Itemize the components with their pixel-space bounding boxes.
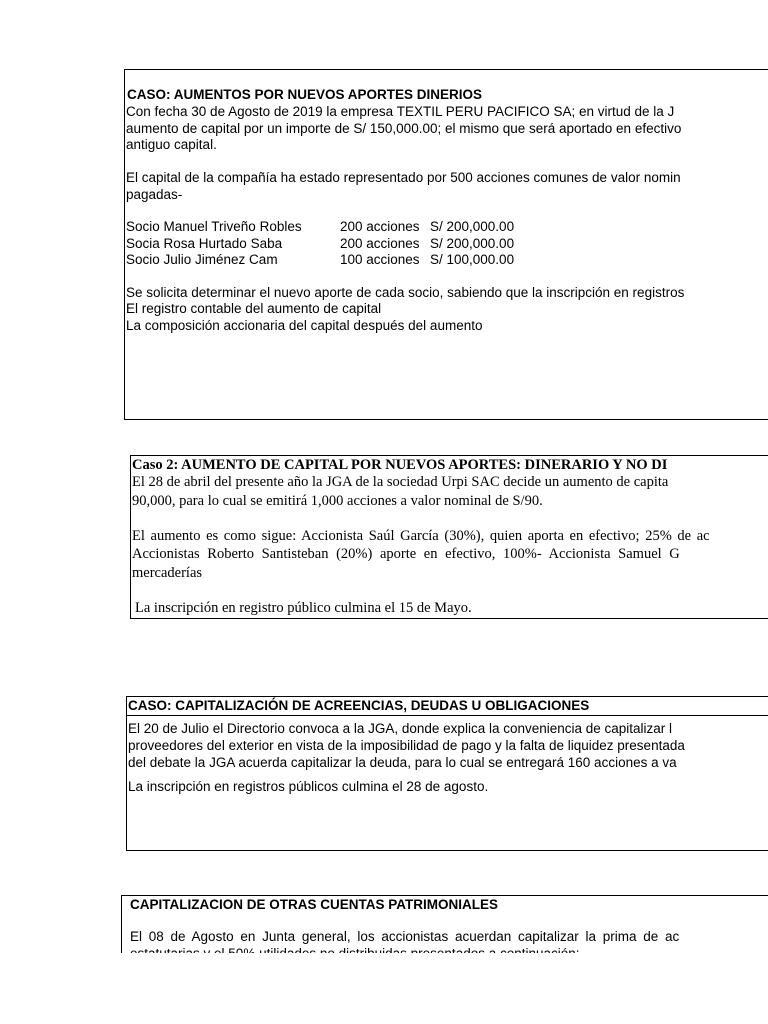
case2-line-1: El 28 de abril del presente año la JGA de la sociedad Urpi SAC decide un aumento de capita — [132, 474, 669, 490]
case1-line-3: antiguo capital. — [126, 137, 217, 152]
case2-contrib-line-2: Accionistas Roberto Santisteban (20%) aporte en efectivo, 100%- Accionista Samuel G — [132, 546, 680, 562]
case4-title: CAPITALIZACION DE OTRAS CUENTAS PATRIMONIALES — [130, 897, 498, 912]
partner-amount: S/ 200,000.00 — [430, 236, 515, 251]
partner-row — [126, 236, 726, 252]
case2-box — [130, 455, 768, 619]
partner-shares: 200 acciones — [340, 236, 420, 251]
partner-row — [126, 252, 726, 268]
partner-shares: 200 acciones — [340, 219, 420, 234]
case3-line-3: del debate la JGA acuerda capitalizar la deuda, para lo cual se entregará 160 acciones a va — [128, 755, 677, 770]
case3-box — [126, 696, 768, 851]
partner-amount: S/ 200,000.00 — [430, 219, 515, 234]
partner-row — [126, 219, 726, 235]
case2-contrib-line-1: El aumento es como sigue: Accionista Saúl García (30%), quien aporta en efectivo; 25% de ac — [132, 528, 710, 544]
partner-name: Socio Manuel Triveño Robles — [126, 219, 302, 234]
case1-line-2: aumento de capital por un importe de S/ 150,000.00; el mismo que será aportado en efectivo — [126, 121, 682, 136]
case1-capital-line-1: El capital de la compañía ha estado representado por 500 acciones comunes de valor nomin — [126, 170, 681, 185]
case1-request-line-3: La composición accionaria del capital después del aumento — [126, 318, 483, 333]
case3-line-1: El 20 de Julio el Directorio convoca a la JGA, donde explica la conveniencia de capitalizar l — [128, 721, 673, 736]
case2-line-2: 90,000, para lo cual se emitirá 1,000 acciones a valor nominal de S/90. — [132, 493, 543, 509]
partner-name: Socia Rosa Hurtado Saba — [126, 236, 283, 251]
partner-amount: S/ 100,000.00 — [430, 252, 515, 267]
case1-box — [124, 69, 768, 420]
case1-capital-line-2: pagadas- — [126, 187, 183, 202]
partner-shares: 100 acciones — [340, 252, 420, 267]
case2-title: Caso 2: AUMENTO DE CAPITAL POR NUEVOS APORTES: DINERARIO Y NO DI — [132, 457, 668, 473]
case3-title: CASO: CAPITALIZACIÓN DE ACREENCIAS, DEUDAS U OBLIGACIONES — [128, 698, 590, 713]
page-bottom-mask — [0, 953, 768, 1024]
case3-line-2: proveedores del exterior en vista de la imposibilidad de pago y la falta de liquidez presentada — [128, 738, 685, 753]
case1-line-1: Con fecha 30 de Agosto de 2019 la empresa TEXTIL PERU PACIFICO SA; en virtud de la J — [126, 104, 675, 119]
case1-request-line-1: Se solicita determinar el nuevo aporte de cada socio, sabiendo que la inscripción en registros — [126, 285, 685, 300]
case2-top-rule — [131, 455, 768, 456]
case2-note: La inscripción en registro público culmina el 15 de Mayo. — [135, 600, 472, 616]
case1-title: CASO: AUMENTOS POR NUEVOS APORTES DINERIOS — [127, 87, 483, 102]
case2-contrib-line-3: mercaderías — [132, 565, 203, 581]
case1-request-line-2: El registro contable del aumento de capital — [126, 301, 382, 316]
case4-line-1: El 08 de Agosto en Junta general, los accionistas acuerdan capitalizar la prima de ac — [130, 929, 680, 944]
case3-note: La inscripción en registros públicos culmina el 28 de agosto. — [128, 779, 489, 794]
case3-title-rule — [127, 715, 768, 716]
partner-name: Socio Julio Jiménez Cam — [126, 252, 278, 267]
